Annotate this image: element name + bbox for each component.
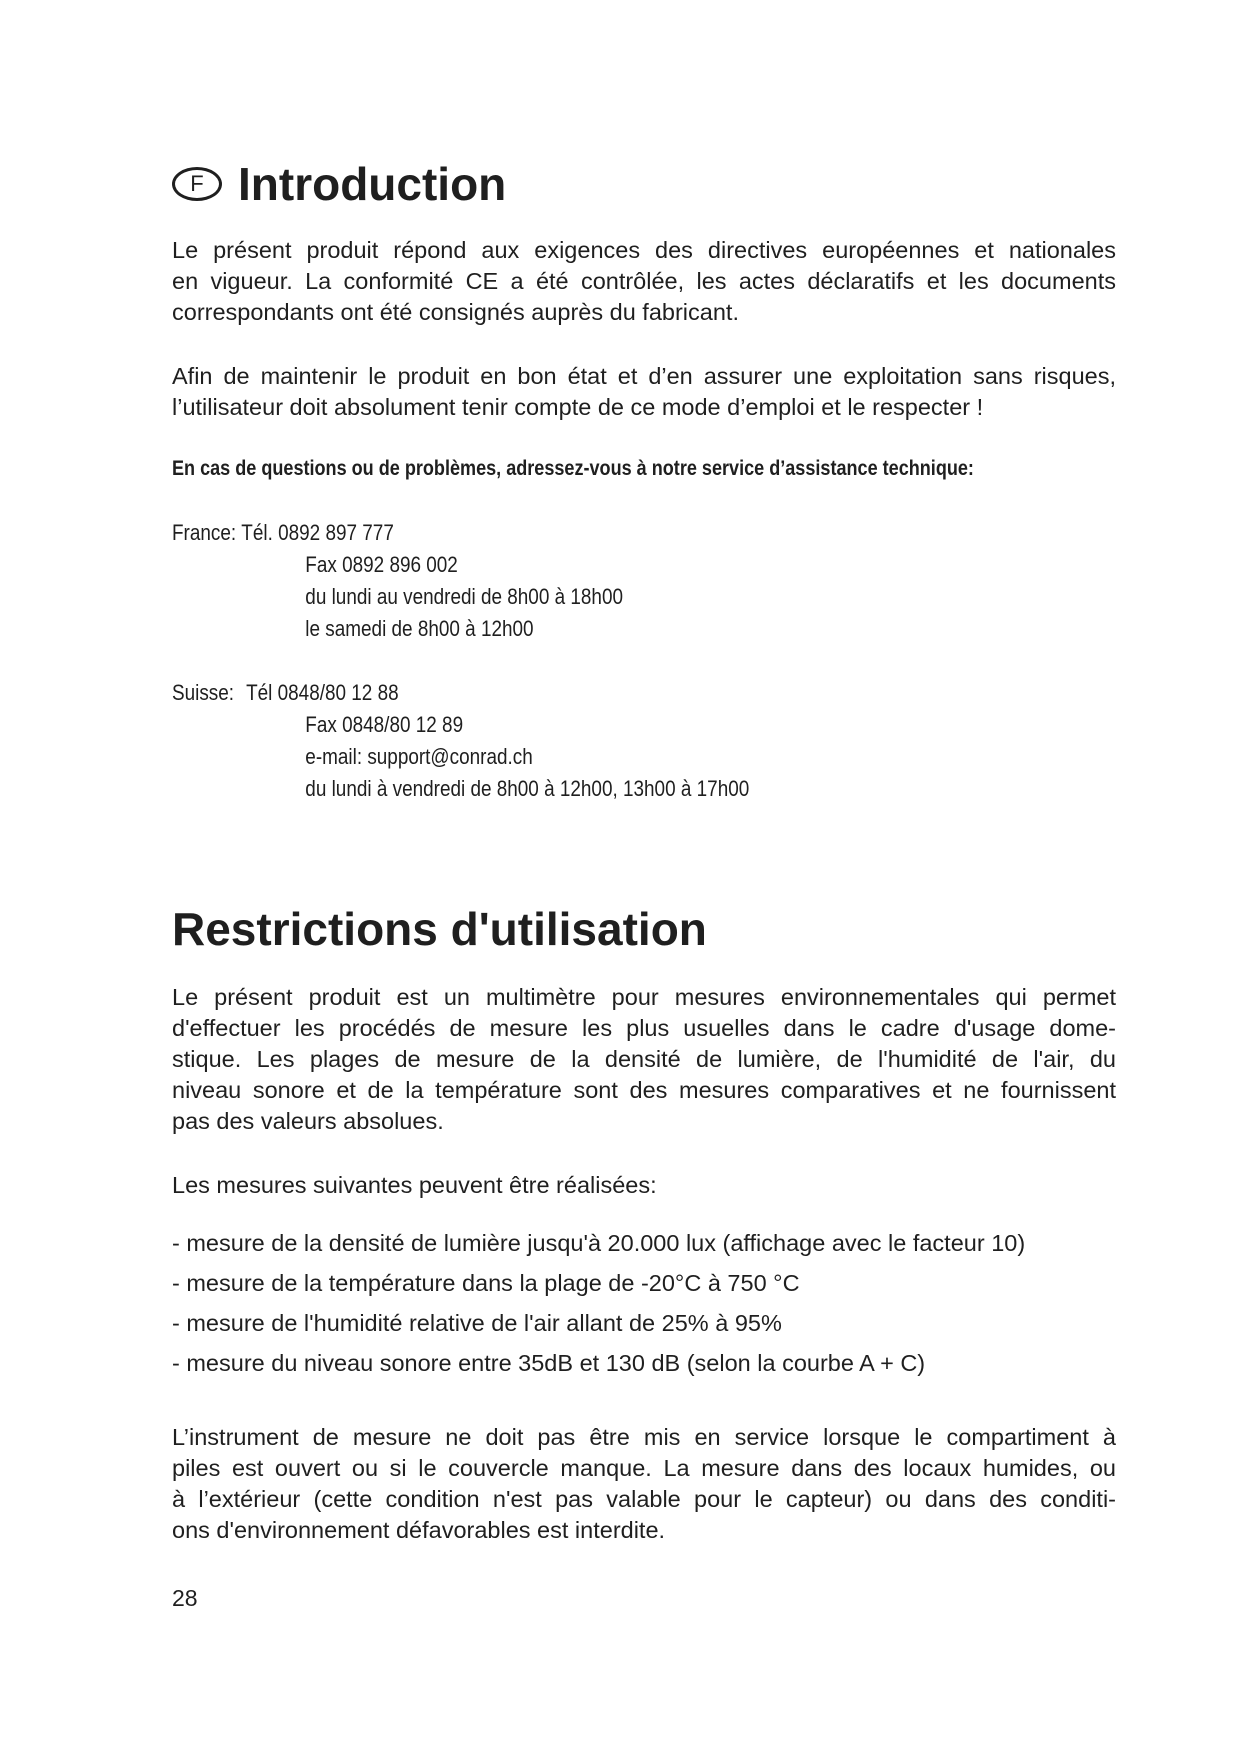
text-line: Le présent produit est un multimètre pour mesures environnementales qui permet — [172, 984, 1116, 1010]
contact-france — [172, 517, 623, 645]
restrictions-paragraph-1 — [172, 982, 1116, 1137]
contact-fax: Fax 0892 896 002 — [305, 552, 458, 577]
text-line: niveau sonore et de la température sont des mesures comparatives et ne fournissent — [172, 1077, 1116, 1103]
measurement-list — [172, 1228, 1116, 1388]
contact-row — [172, 741, 749, 773]
list-item: - mesure du niveau sonore entre 35dB et 130 dB (selon la courbe A + C) — [172, 1350, 926, 1376]
contact-phone: Tél 0848/80 12 88 — [246, 680, 399, 705]
restrictions-paragraph-3 — [172, 1422, 1116, 1546]
text-line: d'effectuer les procédés de mesure les plus usuelles dans le cadre d'usage dome- — [172, 1015, 1116, 1041]
text-line: correspondants ont été consignés auprès du fabricant. — [172, 299, 739, 325]
contact-phone: Tél. 0892 897 777 — [241, 520, 394, 545]
contact-row — [172, 613, 623, 645]
contact-row — [172, 773, 749, 805]
contact-suisse — [172, 677, 749, 805]
contact-hours: du lundi à vendredi de 8h00 à 12h00, 13h00 à 17h00 — [305, 776, 750, 801]
text-line: Le présent produit répond aux exigences des directives européennes et nationales — [172, 237, 1116, 263]
restrictions-heading: Restrictions d'utilisation — [172, 903, 707, 955]
intro-paragraph-1 — [172, 235, 1116, 328]
text-line: en vigueur. La conformité CE a été contrôlée, les actes déclaratifs et les documents — [172, 268, 1116, 294]
contact-email: e-mail: support@conrad.ch — [305, 744, 533, 769]
intro-heading — [172, 155, 506, 213]
intro-title: Introduction — [238, 158, 507, 210]
contact-fax: Fax 0848/80 12 89 — [305, 712, 464, 737]
list-item: - mesure de la température dans la plage de -20°C à 750 °C — [172, 1270, 800, 1296]
intro-paragraph-2 — [172, 361, 1116, 423]
contact-row — [172, 677, 749, 709]
contact-row — [172, 549, 623, 581]
restrictions-paragraph-2: Les mesures suivantes peuvent être réalisées: — [172, 1172, 657, 1198]
contact-country-label: Suisse: — [172, 680, 235, 705]
list-item: - mesure de l'humidité relative de l'air allant de 25% à 95% — [172, 1310, 782, 1336]
contact-row — [172, 517, 623, 549]
language-badge-icon: F — [172, 167, 222, 201]
contact-row — [172, 581, 623, 613]
contact-row — [172, 709, 749, 741]
text-line: stique. Les plages de mesure de la densité de lumière, de l'humidité de l'air, du — [172, 1046, 1116, 1072]
page-number: 28 — [172, 1585, 198, 1611]
text-line: à l’extérieur (cette condition n'est pas valable pour le capteur) ou dans des conditi- — [172, 1486, 1116, 1512]
support-note: En cas de questions ou de problèmes, adressez-vous à notre service d’assistance technique: — [172, 457, 974, 480]
list-item: - mesure de la densité de lumière jusqu'à 20.000 lux (affichage avec le facteur 10) — [172, 1230, 1026, 1256]
text-line: ons d'environnement défavorables est interdite. — [172, 1517, 666, 1543]
text-line: Afin de maintenir le produit en bon état et d’en assurer une exploitation sans risques, — [172, 363, 1116, 389]
text-line: l’utilisateur doit absolument tenir compte de ce mode d’emploi et le respecter ! — [172, 394, 984, 420]
contact-hours: du lundi au vendredi de 8h00 à 18h00 — [305, 584, 624, 609]
text-line: pas des valeurs absolues. — [172, 1108, 444, 1134]
text-line: L’instrument de mesure ne doit pas être mis en service lorsque le compartiment à — [172, 1424, 1116, 1450]
text-line: piles est ouvert ou si le couvercle manque. La mesure dans des locaux humides, ou — [172, 1455, 1116, 1481]
contact-country-label: France: — [172, 520, 237, 545]
contact-hours: le samedi de 8h00 à 12h00 — [305, 616, 534, 641]
